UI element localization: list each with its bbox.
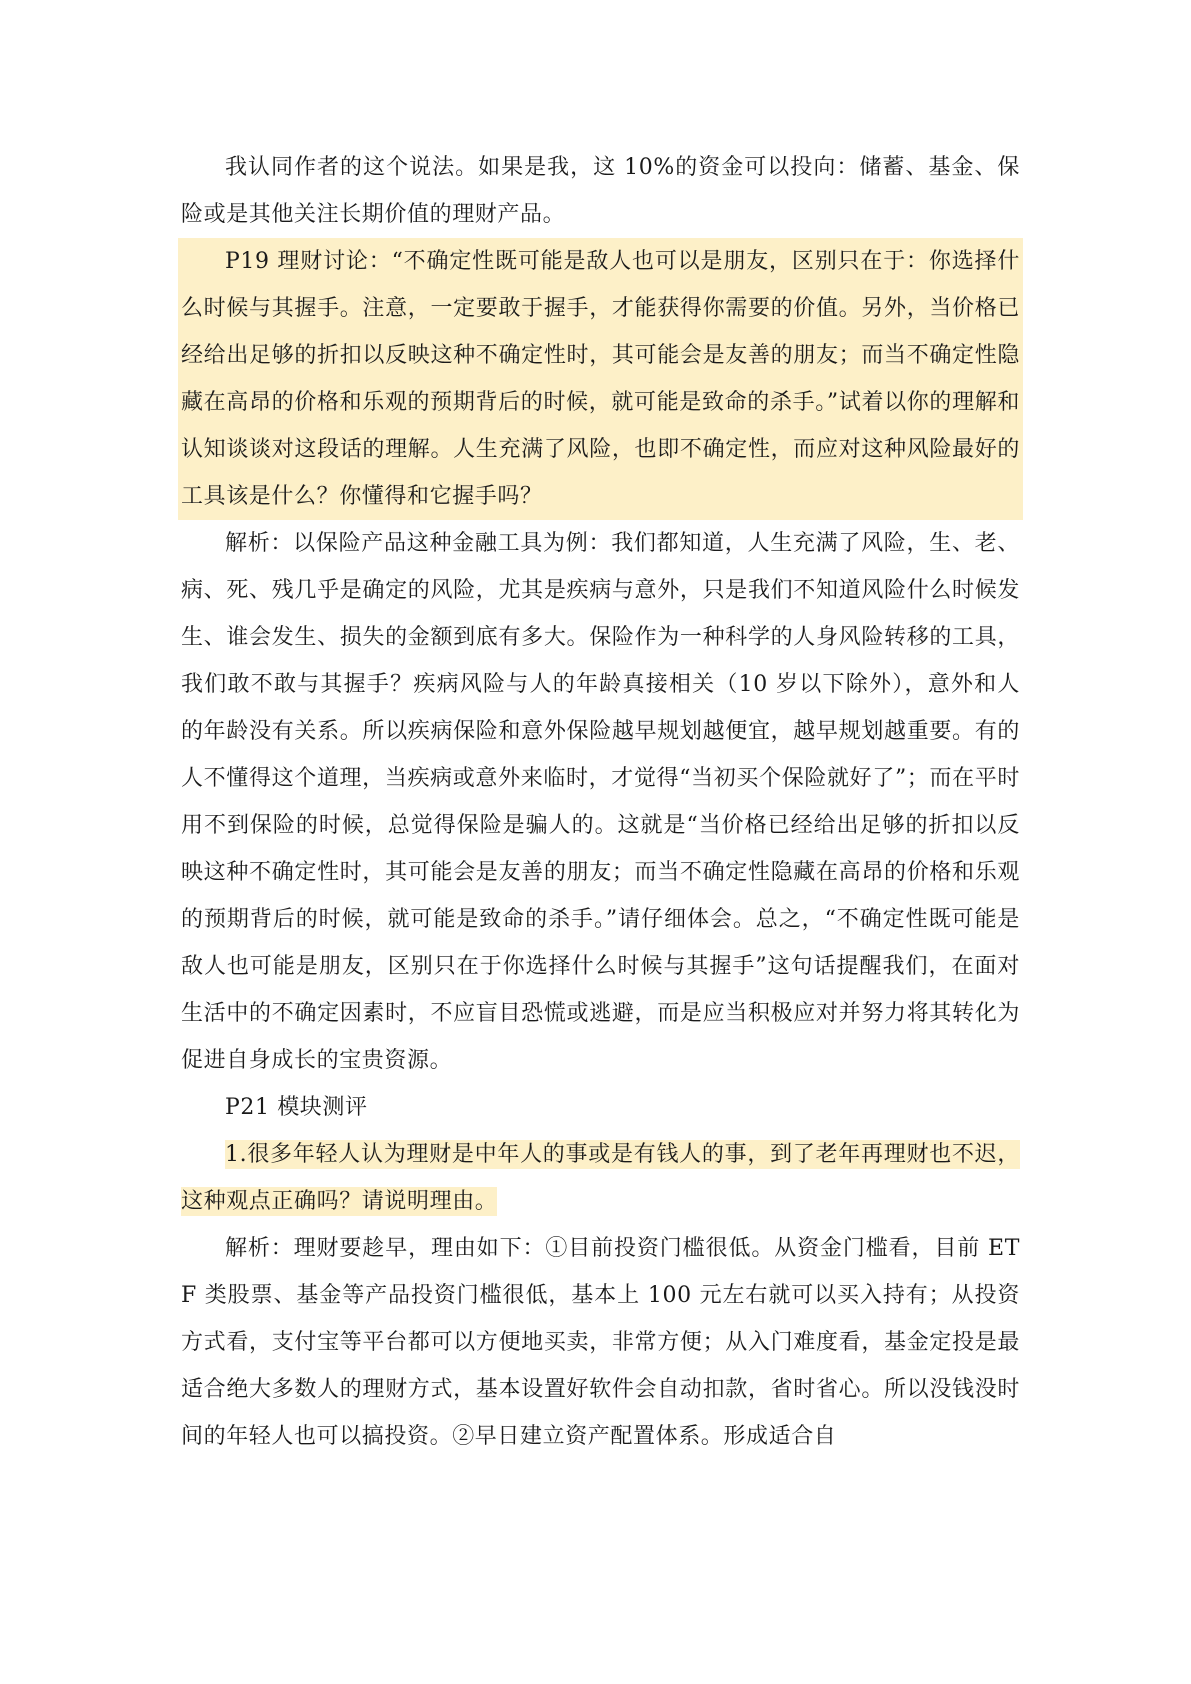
section-heading-p21: P21 模块测评 [225,1095,368,1120]
document-body [181,144,1020,1460]
paragraph-p19-analysis: 解析：以保险产品这种金融工具为例：我们都知道，人生充满了风险，生、老、病、死、残几乎是确定的风险，尤其是疾病与意外，只是我们不知道风险什么时候发生、谁会发生、损失的金额到底有多大。保险作为一种科学的人身风险转移的工具，我们敢不敢与其握手？疾病风险与人的年龄真接相关（10 岁以下除外），意外和人的年龄没有关系。所以疾病保险和意外保险越早规划越便宜，越早规划越重要。有的人不懂得这个道理，当疾病或意外来临时，才觉得“当初买个保险就好了”；而在平时用不到保险的时候，总觉得保险是骗人的。这就是“当价格已经给出足够的折扣以反映这种不确定性时，其可能会是友善的朋友；而当不确定性隐藏在高昂的价格和乐观的预期背后的时候，就可能是致命的杀手。”请仔细体会。总之，“不确定性既可能是敌人也可能是朋友，区别只在于你选择什么时候与其握手”这句话提醒我们，在面对生活中的不确定因素时，不应盲目恐慌或逃避，而是应当积极应对并努力将其转化为促进自身成长的宝贵资源。 [181,531,1020,1073]
paragraph-question-1-analysis: 解析：理财要趁早，理由如下：①目前投资门槛很低。从资金门槛看，目前 ETF 类股票、基金等产品投资门槛很低，基本上 100 元左右就可以买入持有；从投资方式看，支付宝等平台都可以方便地买卖，非常方便；从入门难度看，基金定投是最适合绝大多数人的理财方式，基本设置好软件会自动扣款，省时省心。所以没钱没时间的年轻人也可以搞投资。②早日建立资产配置体系。形成适合自 [181,1236,1020,1449]
paragraph-investment-allocation: 我认同作者的这个说法。如果是我，这 10%的资金可以投向：储蓄、基金、保险或是其他关注长期价值的理财产品。 [181,155,1020,227]
highlighted-discussion-block [178,238,1023,520]
paragraph-p19-discussion: P19 理财讨论：“不确定性既可能是敌人也可以是朋友，区别只在于：你选择什么时候与其握手。注意，一定要敢于握手，才能获得你需要的价值。另外，当价格已经给出足够的折扣以反映这种不确定性时，其可能会是友善的朋友；而当不确定性隐藏在高昂的价格和乐观的预期背后的时候，就可能是致命的杀手。”试着以你的理解和认知谈谈对这段话的理解。人生充满了风险，也即不确定性，而应对这种风险最好的工具该是什么？你懂得和它握手吗？ [181,249,1020,509]
paragraph-question-1 [181,1131,1020,1225]
highlighted-question-text: 1.很多年轻人认为理财是中年人的事或是有钱人的事，到了老年再理财也不迟，这种观点正确吗？请说明理由。 [181,1142,1020,1214]
